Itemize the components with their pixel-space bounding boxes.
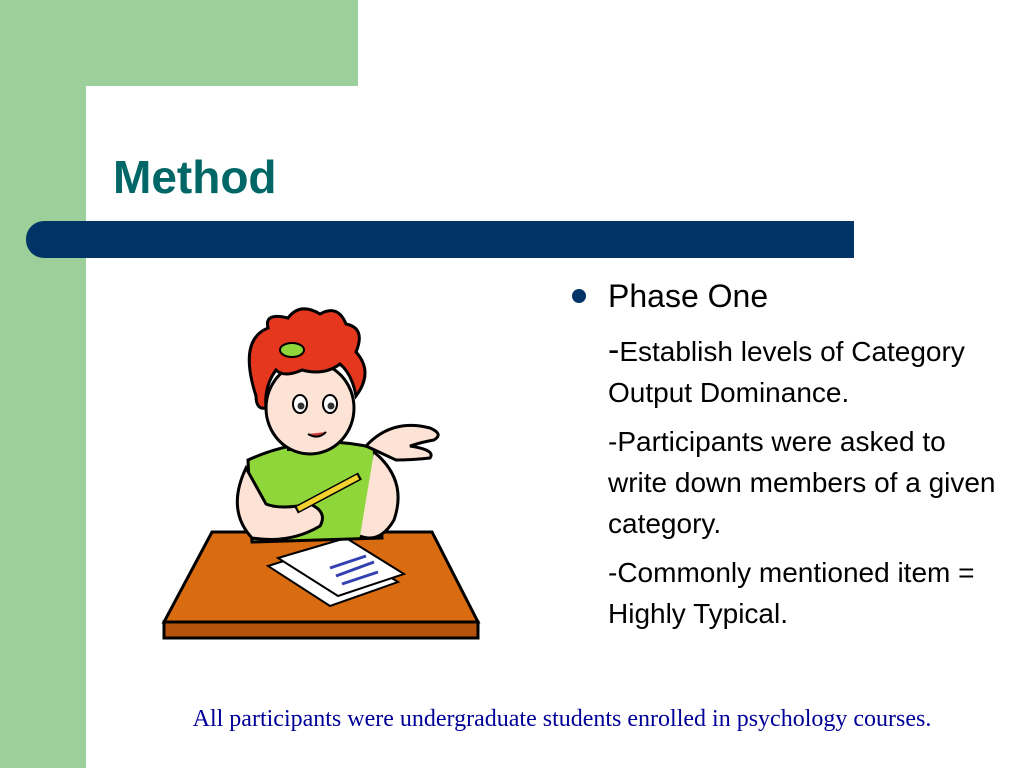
sub-paragraph-3: [568, 552, 998, 634]
bullet-dot-icon: [572, 289, 586, 303]
background-green-corner: [0, 0, 358, 86]
dash-mark: -: [608, 557, 618, 588]
background-green-strip: [0, 0, 86, 768]
sub-paragraph-1: [568, 330, 998, 413]
student-at-desk-illustration: [160, 300, 490, 645]
dash-mark: -: [608, 331, 620, 369]
sub-paragraph-text: Participants were asked to write down members of a given category.: [608, 426, 996, 539]
bullet-item: [568, 276, 998, 316]
sub-paragraph-text: Establish levels of Category Output Dominance.: [608, 336, 965, 408]
slide-title: Method: [113, 151, 277, 203]
footnote-text: All participants were undergraduate students enrolled in psychology courses.: [192, 706, 932, 732]
sub-paragraph-text: Commonly mentioned item = Highly Typical.: [608, 557, 975, 629]
title-divider-bar: [26, 221, 854, 258]
bullet-label: Phase One: [608, 278, 769, 314]
footnote: [0, 706, 1024, 733]
slide-content: [568, 276, 998, 642]
sub-paragraph-2: [568, 421, 998, 544]
dash-mark: -: [608, 426, 618, 457]
